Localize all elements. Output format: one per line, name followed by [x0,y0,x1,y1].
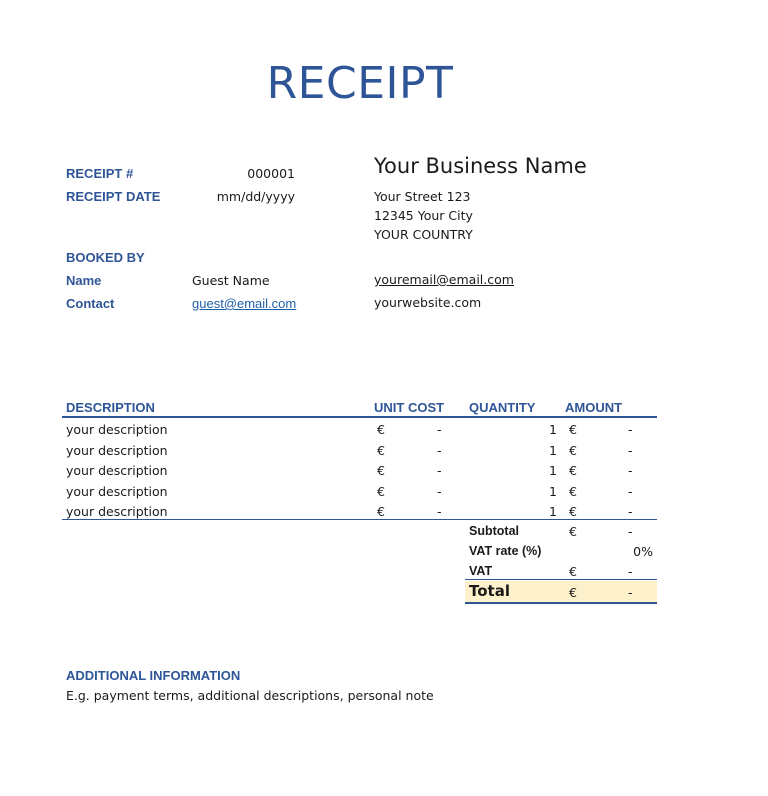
row-amount-currency: € [569,463,577,478]
row-description[interactable]: your description [66,504,168,519]
business-name[interactable]: Your Business Name [374,154,587,178]
row-amount-currency: € [569,484,577,499]
booked-by-name-label: Name [66,273,102,288]
header-description: DESCRIPTION [66,400,155,415]
row-amount: - [628,443,633,458]
total-bottom-line [465,602,657,604]
row-amount: - [628,422,633,437]
header-underline [62,416,657,418]
row-unit-currency: € [377,422,385,437]
additional-info-heading: ADDITIONAL INFORMATION [66,668,241,683]
total-label: Total [469,582,510,600]
business-street[interactable]: Your Street 123 [374,189,471,204]
business-country[interactable]: YOUR COUNTRY [374,227,473,242]
header-quantity: QUANTITY [469,400,536,415]
subtotal-label: Subtotal [469,524,519,538]
row-unit-currency: € [377,443,385,458]
vat-value: - [628,564,633,579]
vat-rate-label: VAT rate (%) [469,544,542,558]
row-quantity[interactable]: 1 [549,504,557,519]
row-amount-currency: € [569,422,577,437]
row-quantity[interactable]: 1 [549,484,557,499]
receipt-number-label: RECEIPT # [66,166,134,181]
receipt-number-value[interactable]: 000001 [247,166,295,181]
row-description[interactable]: your description [66,443,168,458]
row-amount-currency: € [569,443,577,458]
row-description[interactable]: your description [66,463,168,478]
business-email-link[interactable]: youremail@email.com [374,272,514,287]
receipt-date-label: RECEIPT DATE [66,189,161,204]
receipt-date-value[interactable]: mm/dd/yyyy [216,189,295,204]
guest-email-link[interactable]: guest@email.com [192,296,297,311]
items-bottom-line [62,519,657,520]
subtotal-currency: € [569,524,577,539]
vat-currency: € [569,564,577,579]
subtotal-value: - [628,524,633,539]
row-unit-currency: € [377,484,385,499]
row-unit-cost[interactable]: - [437,463,442,478]
row-unit-currency: € [377,463,385,478]
business-city[interactable]: 12345 Your City [374,208,473,223]
row-unit-cost[interactable]: - [437,484,442,499]
vat-label: VAT [469,564,493,578]
total-top-line [465,579,657,580]
header-unit-cost: UNIT COST [374,400,445,415]
guest-name-value[interactable]: Guest Name [192,273,270,288]
booked-by-contact-label: Contact [66,296,115,311]
row-quantity[interactable]: 1 [549,463,557,478]
row-unit-cost[interactable]: - [437,422,442,437]
row-unit-currency: € [377,504,385,519]
header-amount: AMOUNT [565,400,623,415]
row-amount: - [628,504,633,519]
row-amount: - [628,463,633,478]
row-description[interactable]: your description [66,484,168,499]
business-website[interactable]: yourwebsite.com [374,295,482,310]
receipt-title: RECEIPT [266,58,454,109]
row-unit-cost[interactable]: - [437,504,442,519]
row-quantity[interactable]: 1 [549,443,557,458]
booked-by-heading: BOOKED BY [66,250,145,265]
additional-info-text[interactable]: E.g. payment terms, additional descriptions, personal note [66,688,434,703]
row-amount: - [628,484,633,499]
vat-rate-value[interactable]: 0% [633,544,653,559]
row-description[interactable]: your description [66,422,168,437]
row-amount-currency: € [569,504,577,519]
total-currency: € [569,585,577,600]
row-unit-cost[interactable]: - [437,443,442,458]
total-value: - [628,585,633,600]
row-quantity[interactable]: 1 [549,422,557,437]
